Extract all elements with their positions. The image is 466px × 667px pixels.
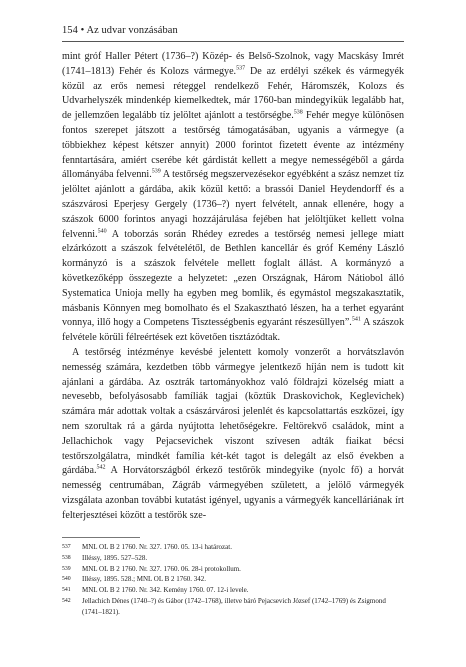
footnote-537	[62, 542, 404, 553]
text-segment: A szászok felvétele körüli félreértések ezt követően tisztázódtak.	[62, 317, 404, 344]
text-segment: De az erdélyi székek és vármegyék közül az erős nemesi réteggel rendelkező Fehér, Háromszék, Kolozs és Udvarhelyszék mindenkép kiemelkedtek, már 1760-ban mindegyikük legalább hat, de jellemzően legalább tíz jelöltet ajánlott a testőrségbe.	[62, 65, 405, 122]
footnote-541	[62, 585, 404, 596]
running-title: Az udvar vonzásában	[86, 25, 178, 36]
footnote-ref-540[interactable]: 540	[97, 228, 107, 235]
footnote-text: Illéssy, 1895. 528.; MNL OL B 2 1760. 342.	[82, 575, 207, 584]
footnote-number: 539	[62, 565, 71, 572]
header-bullet: •	[80, 25, 85, 36]
page-number: 154	[62, 25, 78, 36]
footnote-542	[62, 596, 404, 618]
footnote-ref-538[interactable]: 538	[293, 109, 303, 116]
paragraph-1	[62, 50, 404, 346]
footnote-538	[62, 553, 404, 564]
footnote-text: Jellachich Dénes (1740–?) és Gábor (1742–1768), illetve báró Pejacsevich József (1742–1769) és Zsigmond (1741–1821).	[82, 596, 386, 616]
running-header	[62, 25, 178, 36]
footnote-540	[62, 574, 404, 585]
text-segment: A toborzás során Rhédey ezredes a testőrség nemesi jellege miatt elzárkózott a szászok felvételétől, de Bethlen kancellár és gróf Kemény László kormányzó is a szászok felvétele mellett foglalt állást. A kormányzó a következőképp összegezte a helyzetet: „ezen Országnak, Három Nátiobol álló Systematica Unioja melly ha egyben meg bomlik, és egymástol megszakasztatik, másbanis Könnyen meg bomolhato és el Szakasztható lészen, ha a terhet egyaránt vonnya, illő hogy a Competens Tisztességbenis egyaránt részesüllyen”.	[62, 228, 404, 329]
text-segment: mint gróf Haller Pétert (1736–?) Közép- és Belső-Szolnok, vagy Macskásy Imrét (1741–1813) Fehér és Kolozs vármegye.	[62, 51, 404, 77]
paragraph-2	[62, 346, 404, 524]
footnote-number: 541	[62, 587, 71, 594]
footnote-number: 540	[62, 576, 71, 583]
footnote-ref-541[interactable]: 541	[351, 316, 361, 323]
footnote-number: 542	[62, 597, 71, 604]
main-text	[62, 50, 404, 524]
footnote-number: 537	[62, 544, 71, 550]
footnote-ref-537[interactable]: 537	[236, 65, 246, 72]
text-segment: A testőrség megszervezésekor egyébként a szász nemzet tíz jelöltet ajánlott a gárdába, akik közül kettő: a brassói Daniel Heydendorff és a szászvárosi Eperjesy Gergely (1736–?) nyert felvételt, annak ellenére, hogy a szászok 6000 forintos anyagi hozzájárulása fejében hat jelöltjüket kellett volna felvenni.	[62, 169, 405, 240]
footnotes	[62, 542, 404, 618]
text-segment: A Horvátországból érkező testőrök mindegyike (nyolc fő) a horvát nemesség centrumában, Zágráb vármegyében született, a jelölő vármegyék vizsgálata azonban további kutatást igényel, ugyanis a vármegyék kancelláriának írt felterjesztései között a testőrök sze-	[62, 465, 404, 521]
footnote-text: MNL OL B 2 1760. Nr. 327. 1760. 05. 13-i határozat.	[82, 543, 232, 551]
footnote-rule	[62, 537, 140, 538]
footnote-number: 538	[62, 554, 71, 561]
footnote-539	[62, 564, 404, 575]
footnote-text: MNL OL B 2 1760. Nr. 327. 1760. 06. 28-i protokollum.	[82, 564, 241, 573]
footnote-text: Illéssy, 1895. 527–528.	[82, 553, 148, 562]
header-rule	[62, 41, 404, 42]
text-segment: A testőrség intézménye kevésbé jelentett komoly vonzerőt a horvátszlavón nemesség számára, kezdetben több vármegye jelentkező híján nem is tudott kit ajánlani a gárdába. Az osztrák tartományokhoz való földrajzi közelség miatt a nevesebb, befolyásosabb famíliák tagjai (köztük Draskovichok, Keglevichek) számára már adottak voltak a császárvárosi jelenlét és kapcsolattartás eszközei, így nem szorultak rá a gárda nyújtotta lehetőségekre. Feltörekvő családok, mint a Jellachichok vagy Pejacsevichek viszont szívesen adták fiaikat bécsi testőrszolgálatra, mindkét família két-két tagot is delegált az első években a gárdába.	[62, 346, 404, 477]
footnote-text: MNL OL B 2 1760. Nr. 342. Kemény 1760. 07. 12-i levele.	[82, 586, 249, 595]
text-segment: Fehér megye különösen fontos szerepet játszott a testőrség támogatásában, ugyanis a vármegye (a többiekhez képest kétszer annyit) 2000 forintot fizetett évente az intézmény fenntartására, amiért cserébe két gárdistát kellett a megye nemességéből a gárda állományába felvenni.	[62, 110, 404, 181]
footnote-ref-542[interactable]: 542	[96, 464, 106, 471]
footnote-ref-539[interactable]: 539	[151, 169, 161, 176]
